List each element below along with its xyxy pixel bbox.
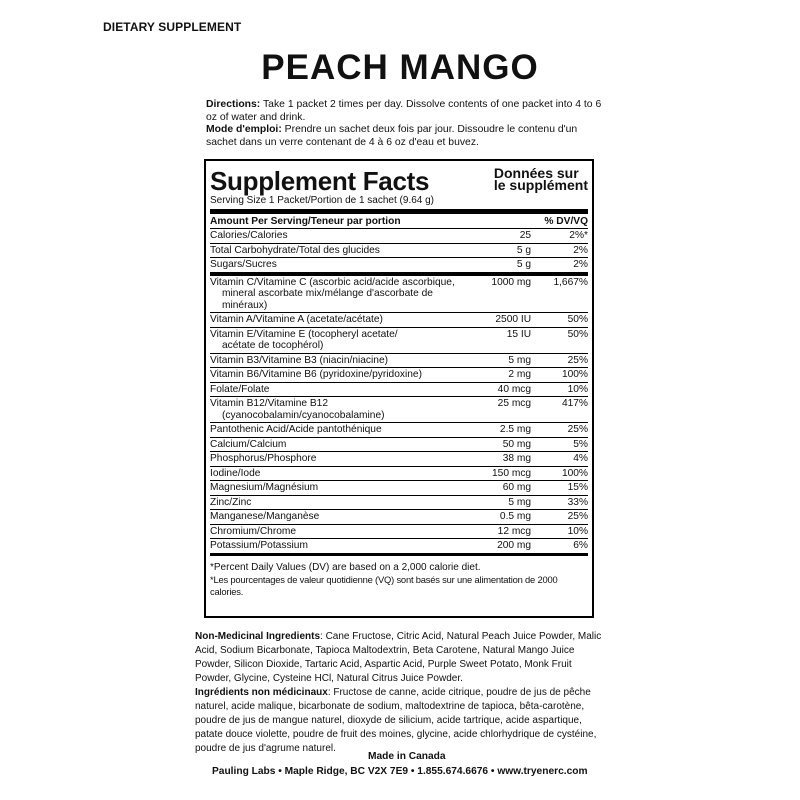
nutrient-amount: 5 mg bbox=[475, 353, 535, 368]
nutrient-amount: 5 g bbox=[475, 243, 535, 258]
nutrient-name-line2: (cyanocobalamin/cyanocobalamine) bbox=[222, 409, 385, 421]
footnote-fr: *Les pourcentages de valeur quotidienne (VQ) sont basés sur une alimentation de 2000 calories. bbox=[210, 573, 558, 597]
nutrient-dv: 15% bbox=[535, 481, 588, 496]
ingredients-fr bbox=[195, 686, 605, 756]
nutrient-name bbox=[210, 524, 475, 539]
nutrient-amount: 38 mg bbox=[475, 452, 535, 467]
nutrient-row bbox=[210, 258, 588, 274]
nutrient-dv: 25% bbox=[535, 510, 588, 525]
nutrient-row bbox=[210, 539, 588, 555]
nutrient-row bbox=[210, 466, 588, 481]
nutrient-name-line1: Calories/Calories bbox=[210, 230, 288, 241]
nutrient-dv: 5% bbox=[535, 437, 588, 452]
nutrient-name bbox=[210, 481, 475, 496]
nutrient-name-line2: mineral ascorbate mix/mélange d'ascorbate de minéraux) bbox=[222, 288, 433, 311]
nutrient-dv: 50% bbox=[535, 327, 588, 353]
nutrient-row bbox=[210, 495, 588, 510]
nutrient-name-line1: Folate/Folate bbox=[210, 383, 270, 395]
nutrient-name bbox=[210, 258, 475, 274]
nutrient-amount: 40 mcg bbox=[475, 382, 535, 397]
nutrient-row bbox=[210, 452, 588, 467]
nutrient-name bbox=[210, 274, 475, 313]
nutrient-dv: 25% bbox=[535, 353, 588, 368]
amount-per-serving-header: Amount Per Serving/Teneur par portion bbox=[210, 215, 401, 227]
facts-column-header bbox=[210, 214, 588, 229]
nutrient-amount: 25 bbox=[475, 229, 535, 243]
nutrient-name-line1: Vitamin C/Vitamine C (ascorbic acid/acide ascorbique, bbox=[210, 276, 455, 288]
nutrient-row bbox=[210, 397, 588, 423]
nutrient-dv: 33% bbox=[535, 495, 588, 510]
directions-en bbox=[206, 99, 606, 124]
nutrient-dv: 417% bbox=[535, 397, 588, 423]
nutrient-amount: 15 IU bbox=[475, 327, 535, 353]
facts-table bbox=[210, 229, 588, 556]
nutrient-amount: 60 mg bbox=[475, 481, 535, 496]
nutrient-row bbox=[210, 481, 588, 496]
ingredients-en-label: Non-Medicinal Ingredients bbox=[195, 631, 321, 642]
nutrient-name bbox=[210, 466, 475, 481]
nutrient-dv: 25% bbox=[535, 423, 588, 438]
nutrient-name bbox=[210, 313, 475, 328]
nutrient-amount: 2 mg bbox=[475, 368, 535, 383]
nutrient-name-line1: Vitamin A/Vitamine A (acetate/acétate) bbox=[210, 314, 383, 325]
supplement-facts-panel bbox=[204, 159, 594, 618]
dietary-supplement-label: DIETARY SUPPLEMENT bbox=[103, 20, 242, 34]
facts-header bbox=[210, 164, 588, 194]
nutrient-name bbox=[210, 382, 475, 397]
nutrient-name bbox=[210, 368, 475, 383]
nutrient-name-line2: acétate de tocophérol) bbox=[222, 340, 324, 351]
facts-footnote bbox=[210, 562, 588, 598]
facts-title: Supplement Facts bbox=[210, 166, 430, 196]
nutrient-name bbox=[210, 510, 475, 525]
nutrient-row bbox=[210, 243, 588, 258]
nutrient-name bbox=[210, 452, 475, 467]
nutrient-dv: 100% bbox=[535, 368, 588, 383]
nutrient-amount: 50 mg bbox=[475, 437, 535, 452]
nutrient-dv: 2% bbox=[535, 258, 588, 274]
nutrient-name-line1: Vitamin B12/Vitamine B12 bbox=[210, 398, 328, 409]
serving-size: Serving Size 1 Packet/Portion de 1 sachet (9.64 g) bbox=[210, 195, 435, 206]
made-in-label: Made in Canada bbox=[368, 751, 446, 762]
directions-fr-label: Mode d'emploi: bbox=[206, 124, 282, 136]
nutrient-row bbox=[210, 437, 588, 452]
nutrient-amount: 0.5 mg bbox=[475, 510, 535, 525]
nutrient-name bbox=[210, 539, 475, 555]
nutrient-row bbox=[210, 353, 588, 368]
nutrient-amount: 25 mcg bbox=[475, 397, 535, 423]
nutrient-row bbox=[210, 229, 588, 243]
directions-fr bbox=[206, 124, 606, 149]
nutrient-row bbox=[210, 274, 588, 313]
nutrient-name bbox=[210, 397, 475, 423]
nutrient-dv: 1,667% bbox=[535, 274, 588, 313]
footnote-en: *Percent Daily Values (DV) are based on a 2,000 calorie diet. bbox=[210, 561, 481, 573]
nutrient-name-line1: Zinc/Zinc bbox=[210, 496, 252, 508]
nutrient-name-line1: Vitamin B6/Vitamine B6 (pyridoxine/pyridoxine) bbox=[210, 369, 422, 380]
nutrient-name-line1: Sugars/Sucres bbox=[210, 259, 277, 270]
dv-header: % DV/VQ bbox=[544, 215, 588, 227]
nutrient-name bbox=[210, 327, 475, 353]
nutrient-dv: 10% bbox=[535, 382, 588, 397]
ingredients-fr-text: : Fructose de canne, acide citrique, poudre de jus de pêche naturel, acide malique, bicarbonate de sodium, maltodextrine de tapioca, bêta-carotène, poudre de jus de mangue naturel, dioxyde de silicium, acide tartrique, acide aspartique, patate douce violette, poudre de fruit des moines, glycine, acide chlorhydrique de cystéine, poudre de jus d'agrume naturel. bbox=[195, 687, 597, 754]
nutrient-dv: 6% bbox=[535, 539, 588, 555]
directions-en-label: Directions: bbox=[206, 99, 261, 110]
nutrient-amount: 2.5 mg bbox=[475, 423, 535, 438]
directions-en-text: Take 1 packet 2 times per day. Dissolve contents of one packet into 4 to 6 oz of water and drink. bbox=[206, 99, 602, 123]
nutrient-name bbox=[210, 353, 475, 368]
nutrient-name-line1: Phosphorus/Phosphore bbox=[210, 453, 317, 464]
nutrient-dv: 4% bbox=[535, 452, 588, 467]
nutrient-row bbox=[210, 423, 588, 438]
nutrient-row bbox=[210, 524, 588, 539]
directions-fr-text: Prendre un sachet deux fois par jour. Dissoudre le contenu d'un sachet dans un verre contenant de 4 à 6 oz d'eau et buvez. bbox=[206, 124, 578, 148]
nutrient-row bbox=[210, 327, 588, 353]
facts-title-fr-line2: le supplément bbox=[493, 177, 588, 193]
nutrient-name-line1: Total Carbohydrate/Total des glucides bbox=[210, 244, 380, 256]
nutrient-dv: 50% bbox=[535, 313, 588, 328]
nutrient-amount: 2500 IU bbox=[475, 313, 535, 328]
nutrient-dv: 100% bbox=[535, 466, 588, 481]
nutrient-name-line1: Iodine/Iode bbox=[210, 467, 261, 479]
product-title: PEACH MANGO bbox=[261, 48, 539, 87]
nutrient-name-line1: Magnesium/Magnésium bbox=[210, 482, 319, 493]
nutrient-name-line1: Vitamin E/Vitamine E (tocopheryl acetate/ bbox=[210, 328, 398, 340]
nutrient-amount: 150 mcg bbox=[475, 466, 535, 481]
ingredients-en-text: : Cane Fructose, Citric Acid, Natural Peach Juice Powder, Malic Acid, Sodium Bicarbonate, Tapioca Maltodextrin, Beta Carotene, Natural Mango Juice Powder, Silicon Dioxide, Tartaric Acid, Aspartic Acid, Purple Sweet Potato, Monk Fruit Powder, Glycine, Cysteine HCl, Natural Citrus Juice Powder. bbox=[195, 631, 602, 684]
nutrient-dv: 2% bbox=[535, 243, 588, 258]
ingredients-en bbox=[195, 630, 605, 686]
nutrient-name-line1: Pantothenic Acid/Acide pantothénique bbox=[210, 424, 382, 435]
nutrient-name bbox=[210, 423, 475, 438]
nutrient-name-line1: Potassium/Potassium bbox=[210, 540, 308, 551]
nutrient-name bbox=[210, 243, 475, 258]
nutrient-name bbox=[210, 495, 475, 510]
nutrient-amount: 5 g bbox=[475, 258, 535, 274]
nutrient-name bbox=[210, 229, 475, 243]
nutrient-dv: 10% bbox=[535, 524, 588, 539]
nutrient-amount: 1000 mg bbox=[475, 274, 535, 313]
nutrient-amount: 12 mcg bbox=[475, 524, 535, 539]
nutrient-name-line1: Chromium/Chrome bbox=[210, 525, 297, 537]
nutrient-name-line1: Manganese/Manganèse bbox=[210, 511, 320, 522]
ingredients-block bbox=[195, 630, 605, 756]
ingredients-fr-label: Ingrédients non médicinaux bbox=[195, 687, 328, 698]
company-info: Pauling Labs • Maple Ridge, BC V2X 7E9 • 1.855.674.6676 • www.tryenerc.com bbox=[212, 766, 588, 777]
nutrient-name-line1: Calcium/Calcium bbox=[210, 438, 287, 450]
nutrient-row bbox=[210, 382, 588, 397]
nutrient-row bbox=[210, 368, 588, 383]
directions-block bbox=[206, 99, 606, 149]
facts-title-fr bbox=[494, 167, 588, 191]
facts-title-fr-line1: Données sur bbox=[493, 165, 579, 181]
nutrient-name bbox=[210, 437, 475, 452]
nutrient-name-line1: Vitamin B3/Vitamine B3 (niacin/niacine) bbox=[210, 354, 388, 366]
nutrient-row bbox=[210, 313, 588, 328]
nutrient-amount: 5 mg bbox=[475, 495, 535, 510]
nutrient-dv: 2%* bbox=[535, 229, 588, 243]
nutrient-row bbox=[210, 510, 588, 525]
nutrient-amount: 200 mg bbox=[475, 539, 535, 555]
